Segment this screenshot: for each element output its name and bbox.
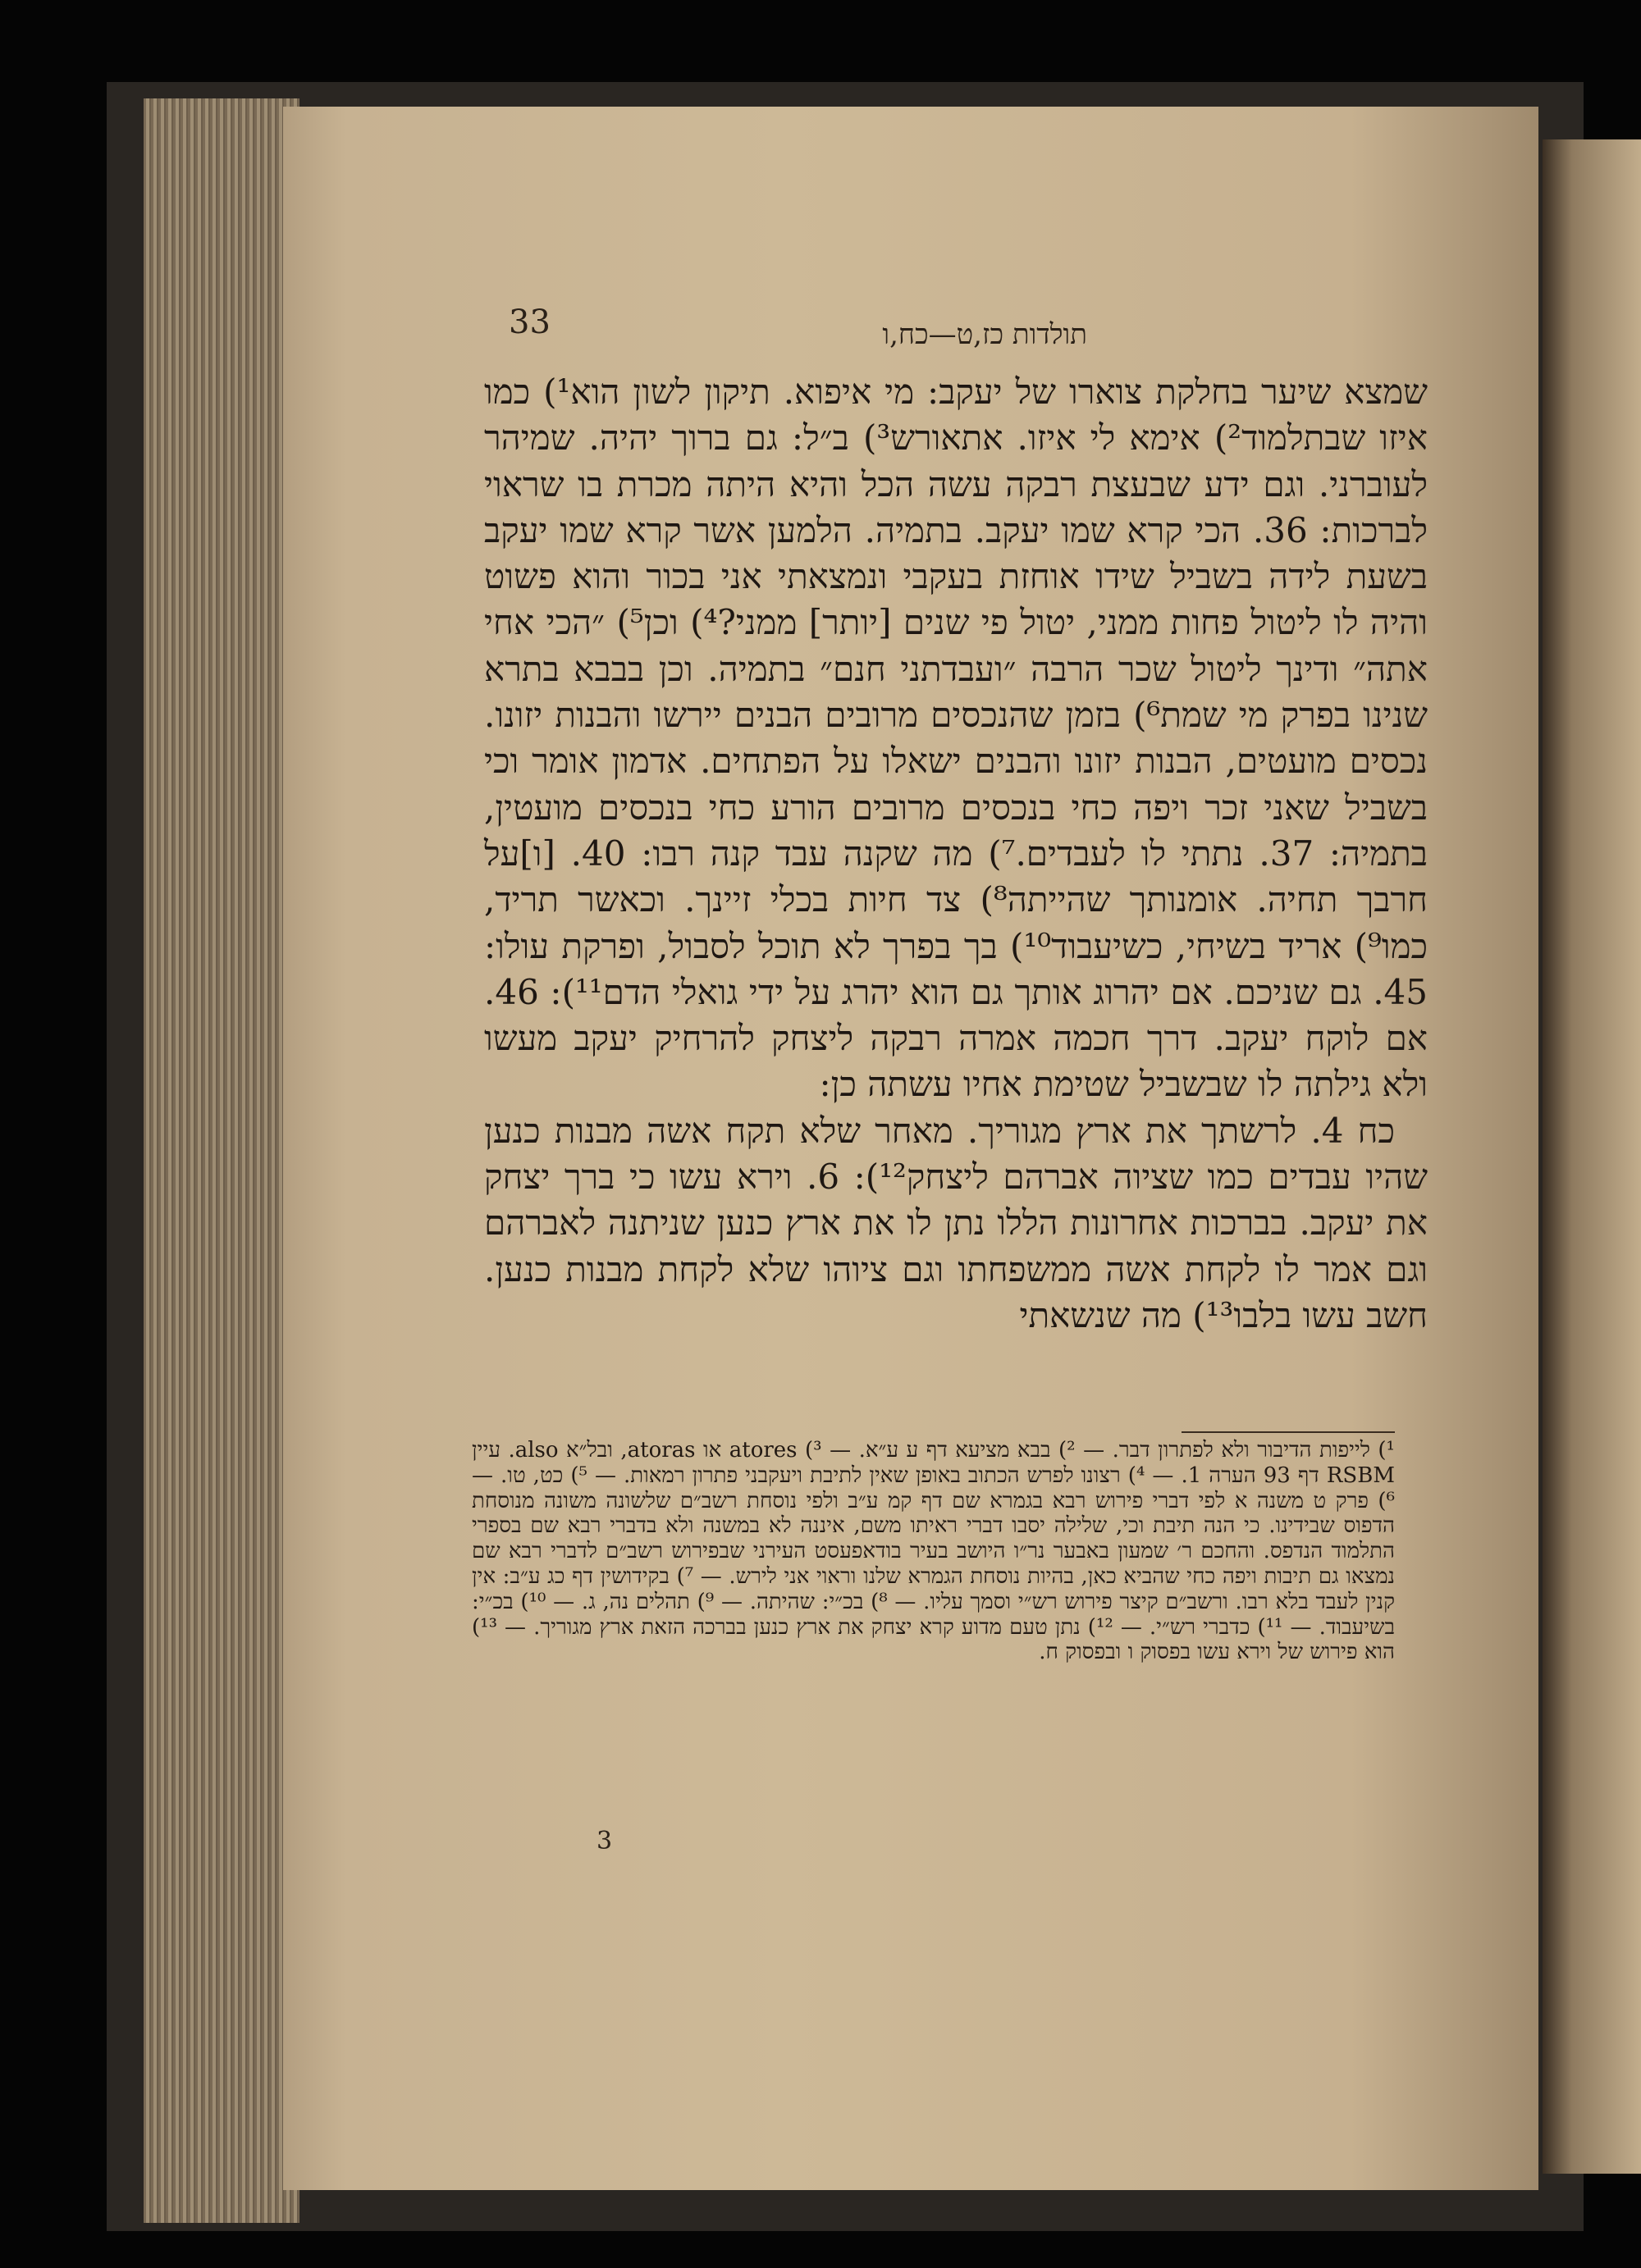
page-stack-edges [144, 98, 299, 2223]
running-head: תולדות כז,ט—כח,ו [882, 318, 1087, 351]
facing-page-edge [1543, 139, 1641, 2174]
signature-mark: 3 [597, 1827, 613, 1855]
commentary-body [484, 369, 1428, 1339]
footnotes [472, 1438, 1395, 1665]
page-number: 33 [509, 303, 551, 341]
footnotes-text: ¹) לייפות הדיבור ולא לפתרון דבר. — ²) בבא מציעא דף ע ע״א. — ³) atores או atoras, ובל״א also. עיין RSBM דף 93 הערה 1. — ⁴) רצונו לפרש הכתוב באופן שאין לתיבת ויעקבני פתרון רמאות. — ⁵) כט, טו. — ⁶) פרק ט משנה א לפי דברי פירוש רבא בגמרא שם דף קמ ע״ב ולפי נוסחת רשב״ם שלשונה משונה מנוסחת הדפוס שבידינו. כי הנה תיבת וכי, שלילה יסבו דברי ראיתו משם, איננה לא במשנה ולא בדברי רבא שם בספרי התלמוד הנדפס. והחכם ר׳ שמעון באבער נר״ו היושב בעיר בודאפעסט העירני שבפירוש רשב״ם לדברי רבא שם נמצאו גם תיבות ויפה כחי שהביא כאן, בהיות נוסחת הגמרא שלנו וראוי אני לירש. — ⁷) בקידושין דף כג ע״ב: אין קנין לעבד בלא רבו. ורשב״ם קיצר פירוש רש״י וסמך עליו. — ⁸) בכ״י: שהיתה. — ⁹) תהלים נה, ג. — ¹⁰) בכ״י: בשיעבוד. — ¹¹) כדברי רש״י. — ¹²) נתן טעם מדוע קרא יצחק את ארץ כנען בברכה הזאת ארץ מגוריך. — ¹³) הוא פירוש של וירא עשו בפסוק ו ובפסוק ח. [472, 1438, 1395, 1665]
footnote-rule [1182, 1431, 1395, 1433]
commentary-paragraph: שמצא שיער בחלקת צוארו של יעקב: מי איפוא. תיקון לשון הוא¹) כמו איזו שבתלמוד²) אימא לי איזו. אתאורש³) ב״ל: גם ברוך יהיה. שמיהר לעוברני. וגם ידע שבעצת רבקה עשה הכל והיא היתה מכרת בו שראוי לברכות: 36. הכי קרא שמו יעקב. בתמיה. הלמען אשר קרא שמו יעקב בשעת לידה בשביל שידו אוחזת בעקבי ונמצאתי אני בכור והוא פשוט והיה לו ליטול פחות ממני, יטול פי שנים [יותר] ממני?⁴) וכן⁵) ״הכי אחי אתה״ ודינך ליטול שכר הרבה ״ועבדתני חנם״ בתמיה. וכן בבבא בתרא שנינו בפרק מי שמת⁶) בזמן שהנכסים מרובים הבנים יירשו והבנות יזונו. נכסים מועטים, הבנות יזונו והבנים ישאלו על הפתחים. אדמון אומר וכי בשביל שאני זכר ויפה כחי בנכסים מרובים הורע כחי בנכסים מועטין, בתמיה: 37. נתתי לו לעבדים.⁷) מה שקנה עבד קנה רבו: 40. [ו]על חרבך תחיה. אומנותך שהייתה⁸) צד חיות בכלי זיינך. וכאשר תריד, כמו⁹) אריד בשיחי, כשיעבוד¹⁰) בך בפרך לא תוכל לסבול, ופרקת עולו: 45. גם שניכם. אם יהרוג אותך גם הוא יהרג על ידי גואלי הדם¹¹): 46. אם לוקח יעקב. דרך חכמה אמרה רבקה ליצחק להרחיק יעקב מעשו ולא גילתה לו שבשביל שטימת אחיו עשתה כן: [484, 372, 1428, 1105]
commentary-paragraph: כח 4. לרשתך את ארץ מגוריך. מאחר שלא תקח אשה מבנות כנען שהיו עבדים כמו שציוה אברהם ליצחק¹²): 6. וירא עשו כי ברך יצחק את יעקב. בברכות אחרונות הללו נתן לו את ארץ כנען שניתנה לאברהם וגם אמר לו לקחת אשה ממשפחתו וגם ציוהו שלא לקחת מבנות כנען. חשב עשו בלבו¹³) מה שנשאתי [484, 1110, 1428, 1335]
